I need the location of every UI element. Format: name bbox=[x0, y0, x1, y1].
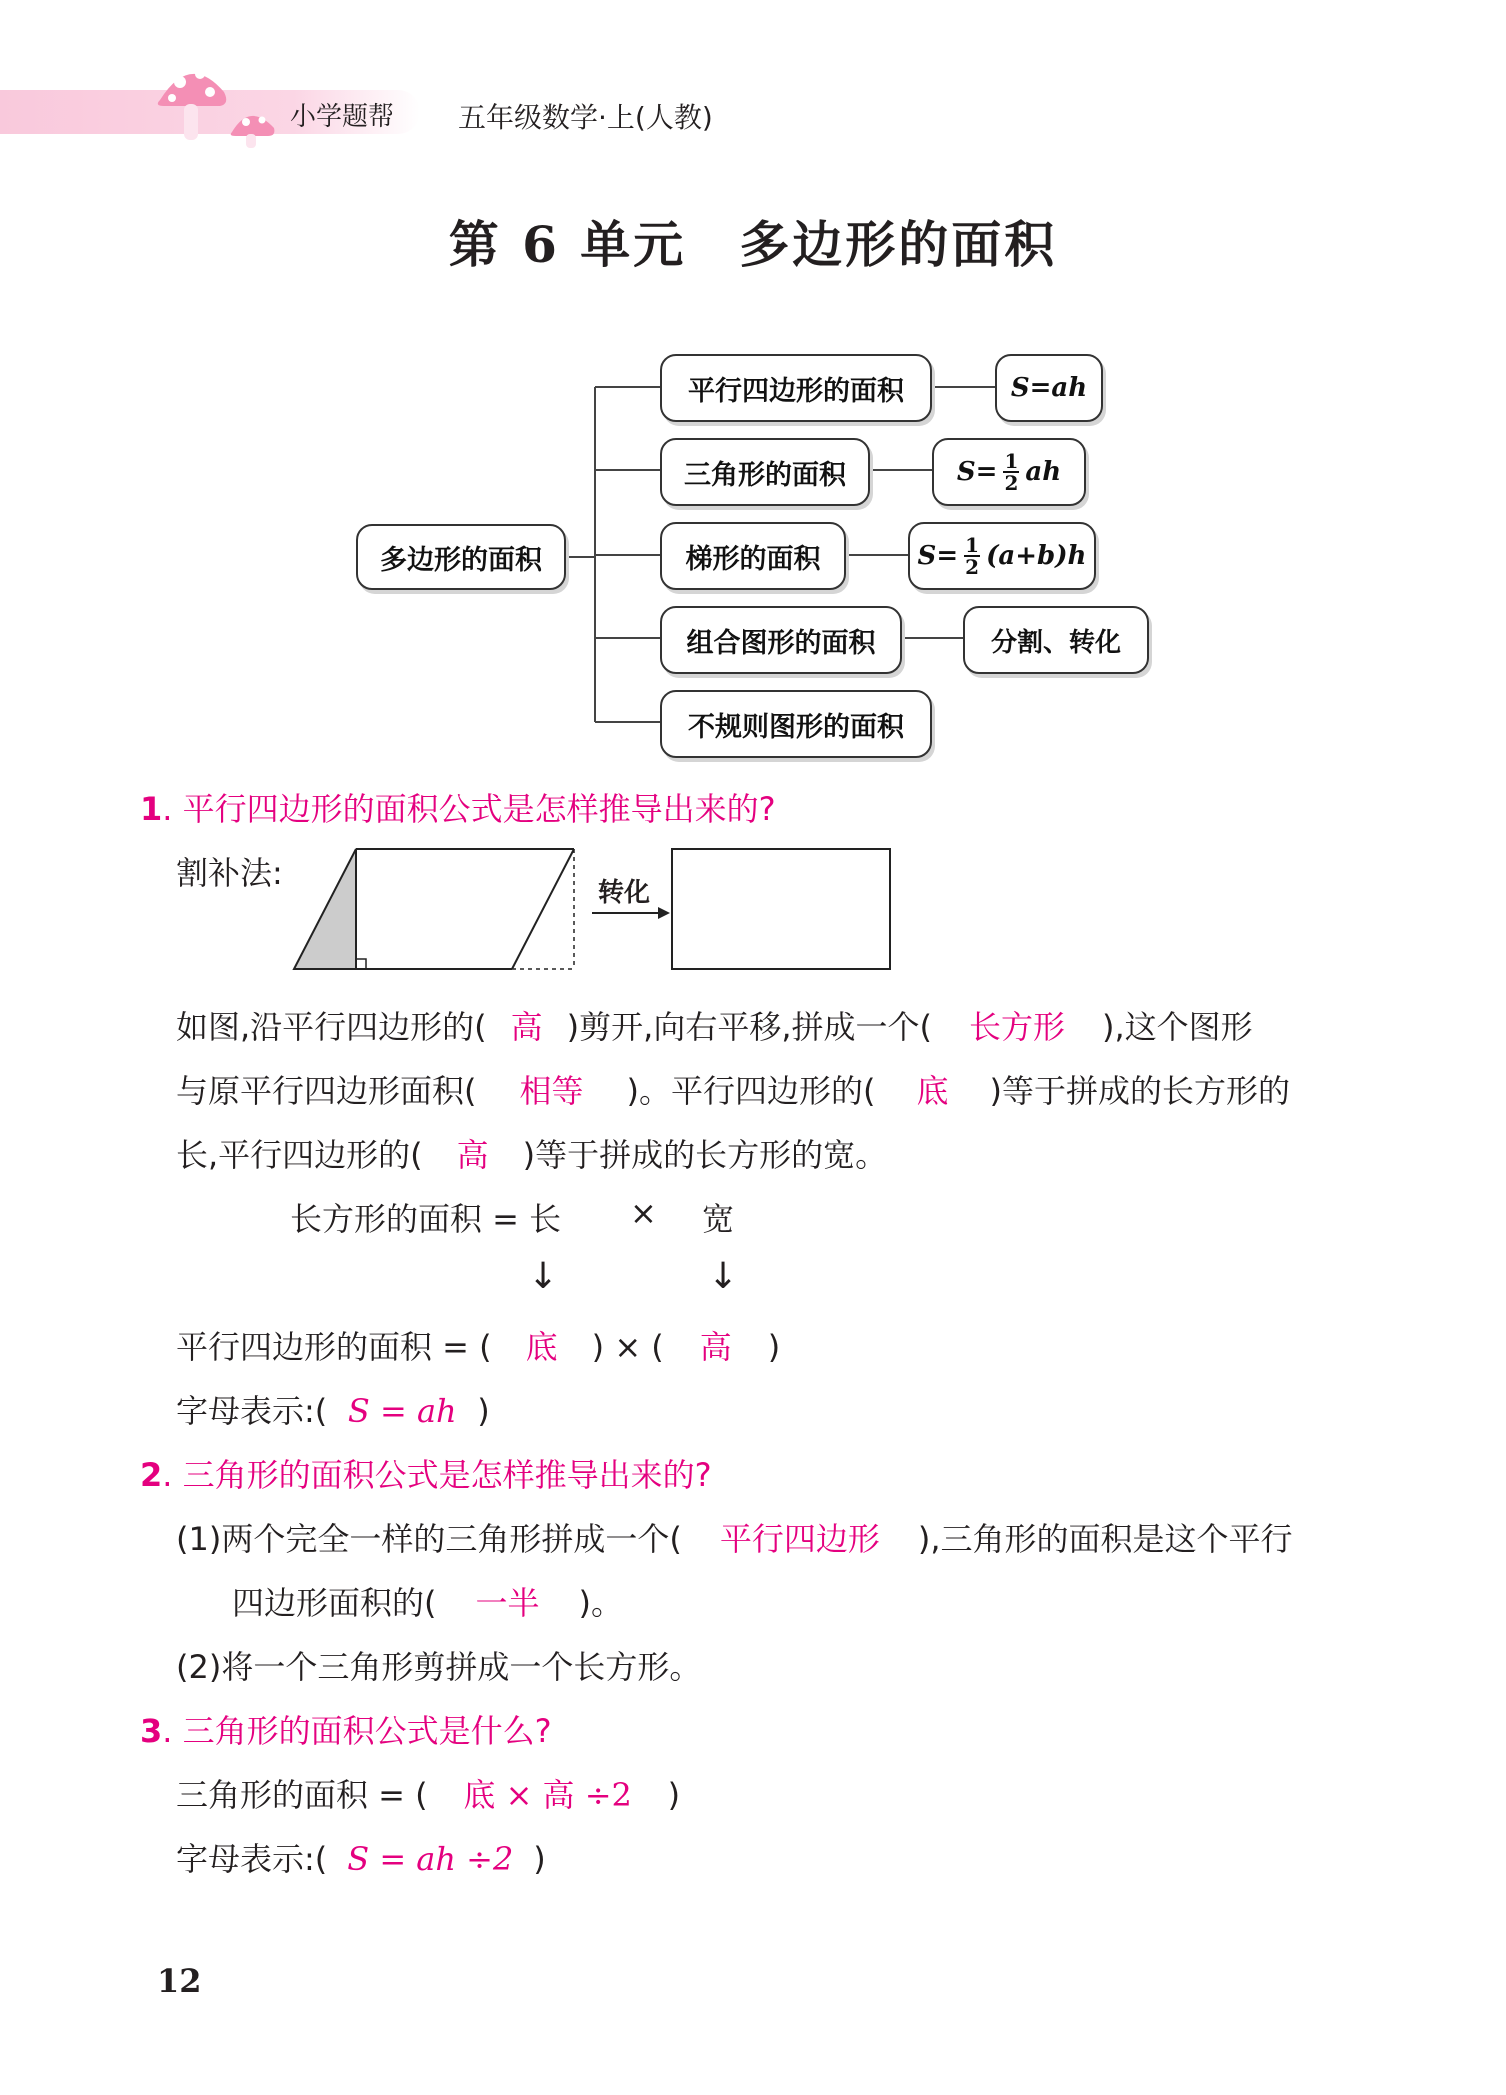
rect-area-rhs: 宽 bbox=[702, 1200, 735, 1238]
q1-letter-lhs: 字母表示:( bbox=[176, 1392, 328, 1430]
para-area-mid: ) × ( bbox=[591, 1328, 664, 1366]
q1-line2-text2: )。平行四边形的( bbox=[626, 1072, 876, 1110]
q2-line2-text2: )。 bbox=[578, 1584, 623, 1622]
page-title: 第 6 单元 多边形的面积 bbox=[448, 215, 1058, 274]
q2-number: 2 bbox=[140, 1456, 163, 1494]
q1-answer-rectangle: 长方形 bbox=[968, 1008, 1065, 1046]
q1-letter-answer: S = ah bbox=[347, 1392, 457, 1430]
formula-triangle-lhs: S= bbox=[956, 457, 998, 487]
q1-letter-end: ) bbox=[477, 1392, 490, 1430]
formula-composite: 分割、转化 bbox=[963, 606, 1149, 674]
q2-line1 bbox=[176, 1514, 1293, 1560]
formula-triangle bbox=[932, 438, 1086, 506]
fraction-num: 1 bbox=[965, 533, 980, 557]
fraction bbox=[1003, 451, 1019, 493]
q1-line2 bbox=[176, 1066, 1290, 1112]
q2-line2 bbox=[232, 1578, 623, 1624]
q3-line2 bbox=[176, 1834, 546, 1880]
q2-line2-text1: 四边形面积的( bbox=[232, 1584, 437, 1622]
q2-line1-text2: ),三角形的面积是这个平行 bbox=[917, 1520, 1293, 1558]
concept-branch-triangle: 三角形的面积 bbox=[660, 438, 870, 506]
concept-branch-parallelogram: 平行四边形的面积 bbox=[660, 354, 932, 422]
concept-branch-composite: 组合图形的面积 bbox=[660, 606, 902, 674]
q1-line1-text2: )剪开,向右平移,拼成一个( bbox=[566, 1008, 932, 1046]
formula-trapezoid bbox=[908, 522, 1096, 590]
q1-line2-text3: )等于拼成的长方形的 bbox=[989, 1072, 1290, 1110]
page-number: 12 bbox=[157, 1962, 202, 2000]
q1-line2-text1: 与原平行四边形面积( bbox=[176, 1072, 477, 1110]
q3-line1-text1: 三角形的面积 = ( bbox=[176, 1776, 428, 1814]
para-area-eq bbox=[176, 1322, 780, 1368]
q1-answer-height: 高 bbox=[510, 1008, 543, 1046]
book-title: 五年级数学·上(人教) bbox=[458, 101, 713, 134]
q1-answer-height2: 高 bbox=[456, 1136, 489, 1174]
fraction-num: 1 bbox=[1004, 449, 1019, 473]
q1-method: 割补法: bbox=[176, 854, 283, 892]
q2-line1-text1: (1)两个完全一样的三角形拼成一个( bbox=[176, 1520, 682, 1558]
q1-line3-text1: 长,平行四边形的( bbox=[176, 1136, 423, 1174]
q1-number: 1 bbox=[140, 790, 163, 828]
concept-branch-trapezoid: 梯形的面积 bbox=[660, 522, 846, 590]
fraction bbox=[964, 535, 980, 577]
app-name: 小学题帮 bbox=[290, 102, 395, 132]
q1-title: 1. 平行四边形的面积公式是怎样推导出来的? bbox=[140, 790, 776, 828]
q3-answer-formula: 底 × 高 ÷2 bbox=[463, 1776, 632, 1814]
down-arrow-icon: ↓ bbox=[528, 1256, 559, 1297]
para-answer-height: 高 bbox=[699, 1328, 732, 1366]
formula-trapezoid-rhs: (a+b)h bbox=[986, 541, 1087, 571]
concept-root: 多边形的面积 bbox=[356, 524, 566, 590]
q3-line2-text2: ) bbox=[533, 1840, 546, 1878]
q3-line2-text1: 字母表示:( bbox=[176, 1840, 328, 1878]
transform-label: 转化 bbox=[598, 878, 651, 908]
parallelogram-figure bbox=[290, 845, 900, 975]
formula-trapezoid-lhs: S= bbox=[917, 541, 959, 571]
q2-line3: (2)将一个三角形剪拼成一个长方形。 bbox=[176, 1648, 702, 1686]
fraction-den: 2 bbox=[1004, 471, 1019, 495]
para-answer-base: 底 bbox=[525, 1328, 558, 1366]
q3-title: 3. 三角形的面积公式是什么? bbox=[140, 1712, 552, 1750]
q3-title-text: 三角形的面积公式是什么? bbox=[182, 1712, 552, 1750]
q1-line1 bbox=[176, 1002, 1253, 1048]
q3-line1 bbox=[176, 1770, 680, 1816]
q2-title: 2. 三角形的面积公式是怎样推导出来的? bbox=[140, 1456, 712, 1494]
q1-line3-text2: )等于拼成的长方形的宽。 bbox=[522, 1136, 888, 1174]
q2-answer-half: 一半 bbox=[475, 1584, 540, 1622]
formula-triangle-rhs: ah bbox=[1025, 457, 1062, 487]
q3-answer-letter: S = ah ÷2 bbox=[347, 1840, 514, 1878]
rect-area-times: × bbox=[630, 1194, 657, 1232]
fraction-den: 2 bbox=[965, 555, 980, 579]
q3-number: 3 bbox=[140, 1712, 163, 1750]
q3-line1-text2: ) bbox=[667, 1776, 681, 1814]
rect-area-lhs: 长方形的面积 = 长 bbox=[290, 1200, 562, 1238]
down-arrow-icon: ↓ bbox=[708, 1256, 739, 1297]
q1-answer-base: 底 bbox=[916, 1072, 949, 1110]
q2-title-text: 三角形的面积公式是怎样推导出来的? bbox=[182, 1456, 712, 1494]
q1-line3 bbox=[176, 1130, 887, 1176]
q1-title-text: 平行四边形的面积公式是怎样推导出来的? bbox=[182, 790, 776, 828]
para-area-lhs: 平行四边形的面积 = ( bbox=[176, 1328, 492, 1366]
q1-answer-equal: 相等 bbox=[519, 1072, 584, 1110]
q1-letter bbox=[176, 1386, 490, 1432]
para-area-end: ) bbox=[767, 1328, 781, 1366]
q1-line1-text1: 如图,沿平行四边形的( bbox=[176, 1008, 487, 1046]
formula-parallelogram: S=ah bbox=[995, 354, 1103, 422]
concept-branch-irregular: 不规则图形的面积 bbox=[660, 690, 932, 758]
q1-line1-text3: ),这个图形 bbox=[1102, 1008, 1253, 1046]
q2-answer-parallelogram: 平行四边形 bbox=[719, 1520, 880, 1558]
